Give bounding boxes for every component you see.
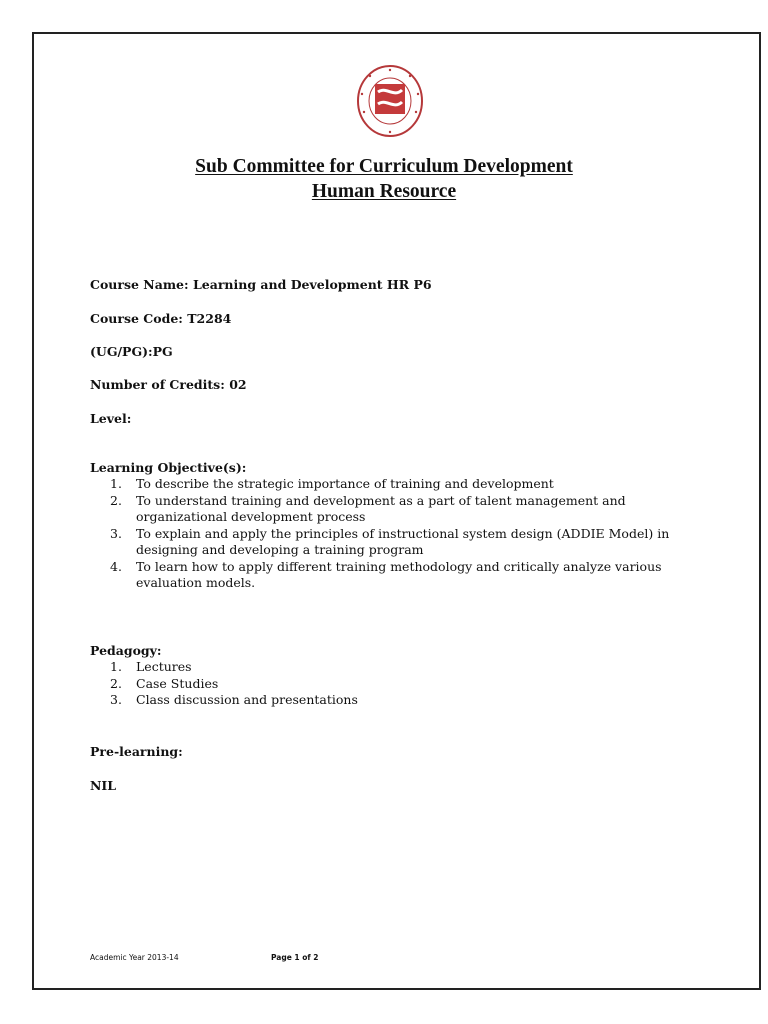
prelearning-heading: Pre-learning: <box>90 744 183 759</box>
course-credits: Number of Credits: 02 <box>90 377 247 392</box>
university-seal-logo <box>356 64 424 138</box>
list-item <box>110 526 669 559</box>
list-item <box>110 476 669 493</box>
list-number: 4. <box>110 558 122 574</box>
list-item-text: Class discussion and presentations <box>136 692 358 707</box>
pedagogy-list <box>110 659 358 709</box>
course-code: Course Code: T2284 <box>90 311 232 326</box>
list-item <box>110 559 669 592</box>
pedagogy-heading: Pedagogy: <box>90 643 162 658</box>
list-number: 1. <box>110 659 122 674</box>
prelearning-value: NIL <box>90 778 117 793</box>
list-number: 2. <box>110 675 122 691</box>
list-item-text: Lectures <box>136 659 192 674</box>
list-number: 3. <box>110 692 122 707</box>
list-item-text: organizational development process <box>136 509 366 524</box>
list-item <box>110 692 358 709</box>
course-ug-pg: (UG/PG):PG <box>90 344 173 359</box>
course-name: Course Name: Learning and Development HR P6 <box>90 277 432 292</box>
list-item-text: To learn how to apply different training methodology and critically analyze various <box>136 558 662 574</box>
list-number: 3. <box>110 525 122 541</box>
list-item-text: To explain and apply the principles of instructional system design (ADDIE Model) in <box>136 525 670 541</box>
document-title: Sub Committee for Curriculum Development <box>195 156 573 177</box>
list-number: 2. <box>110 492 122 508</box>
objectives-list <box>110 476 669 592</box>
list-number: 1. <box>110 476 122 491</box>
list-item <box>110 493 669 526</box>
footer-academic-year: Academic Year 2013-14 <box>90 953 179 962</box>
list-item-text: designing and developing a training program <box>136 542 424 557</box>
document-subtitle: Human Resource <box>311 181 457 202</box>
list-item-text: To understand training and development as a part of talent management and <box>136 492 626 508</box>
footer-page-number: Page 1 of 2 <box>271 953 319 962</box>
list-item-text: To describe the strategic importance of training and development <box>136 476 554 491</box>
course-level: Level: <box>90 411 132 426</box>
list-item <box>110 659 358 676</box>
list-item-text: Case Studies <box>136 675 219 691</box>
list-item-text: evaluation models. <box>136 575 256 590</box>
objectives-heading: Learning Objective(s): <box>90 460 247 475</box>
list-item <box>110 676 358 693</box>
